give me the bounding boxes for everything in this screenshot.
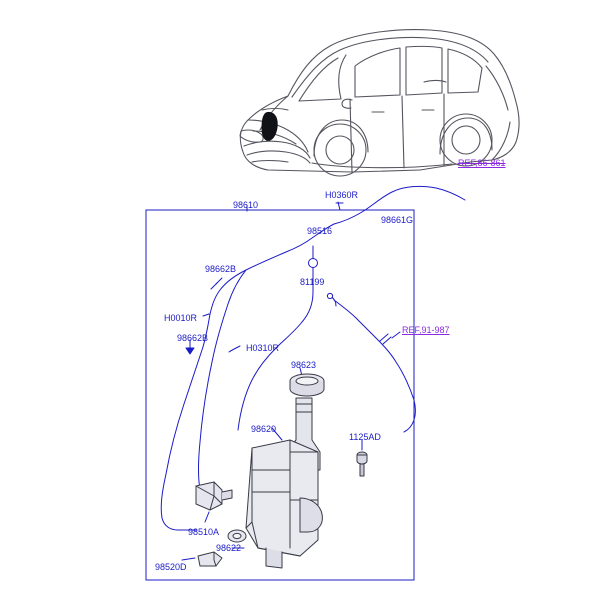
label-98620: 98620 xyxy=(251,424,277,434)
label-98661g: 98661G xyxy=(381,215,414,225)
label-98622: 98622 xyxy=(216,543,242,553)
part-98623-filler-cap xyxy=(290,374,324,396)
label-98623: 98623 xyxy=(291,360,317,370)
label-98610: 98610 xyxy=(233,200,259,210)
label-98662b-top: 98662B xyxy=(205,264,237,274)
label-h0010r: H0010R xyxy=(164,313,198,323)
label-98516: 98516 xyxy=(307,226,333,236)
label-1125ad: 1125AD xyxy=(349,432,381,442)
part-98622-grommet xyxy=(228,530,246,542)
label-98662b-bottom: 98662B xyxy=(177,333,209,343)
label-98520d: 98520D xyxy=(155,562,187,572)
label-ref-86-861: REF,86-861 xyxy=(458,158,506,168)
label-98510a: 98510A xyxy=(188,527,220,537)
part-1125ad-bolt xyxy=(357,452,367,476)
label-ref-91-987: REF,91-987 xyxy=(402,325,450,335)
part-98520d-connector xyxy=(198,552,222,566)
label-h0360r: H0360R xyxy=(325,190,359,200)
part-98620-reservoir xyxy=(246,440,322,568)
part-98510a-washer-pump xyxy=(196,482,232,510)
label-81199: 81199 xyxy=(300,277,325,287)
label-h0310r: H0310R xyxy=(246,343,280,353)
